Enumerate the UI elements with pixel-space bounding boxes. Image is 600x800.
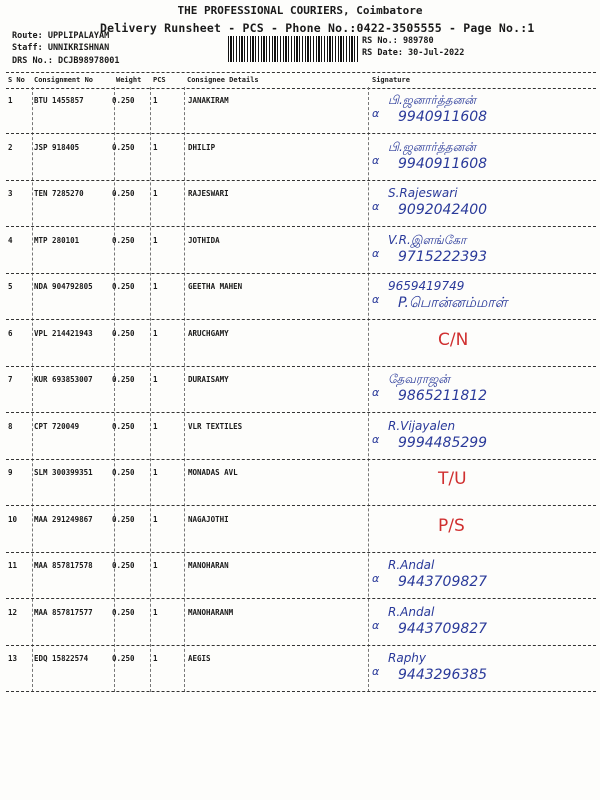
- col-sno: S No: [8, 76, 25, 84]
- handwritten-signature: R.Andal: [388, 558, 435, 572]
- handwritten-signature: α: [372, 618, 380, 632]
- sno-cell: 12: [8, 607, 18, 617]
- handwritten-signature: பி.ஜனார்த்தனன்: [388, 93, 476, 107]
- handwritten-signature: α: [372, 293, 380, 306]
- table-row: [6, 134, 596, 181]
- consignment-cell: CPT 720049: [34, 421, 80, 431]
- delivery-status-mark: P/S: [438, 515, 465, 536]
- consignee-cell: DHILIP: [188, 142, 216, 152]
- pcs-cell: 1: [153, 561, 158, 570]
- consignee-cell: JANAKIRAM: [188, 96, 229, 105]
- handwritten-signature: P.பொன்னம்மாள்: [398, 295, 508, 311]
- col-consignee: Consignee Details: [187, 76, 259, 84]
- weight-cell: 0.250: [112, 468, 135, 477]
- pcs-cell: 1: [153, 375, 158, 384]
- sno-cell: 13: [8, 654, 18, 663]
- consignee-cell: DURAISAMY: [188, 375, 229, 384]
- table-row: [6, 506, 596, 553]
- handwritten-signature: 9940911608: [398, 109, 488, 125]
- pcs-cell: 1: [153, 328, 158, 338]
- handwritten-signature: 9443709827: [398, 620, 488, 637]
- pcs-cell: 1: [153, 235, 158, 245]
- handwritten-signature: 9715222393: [398, 248, 488, 265]
- handwritten-signature: தேவராஜன்: [388, 372, 450, 386]
- weight-cell: 0.250: [112, 421, 135, 431]
- consignee-cell: MONADAS AVL: [188, 468, 238, 477]
- weight-cell: 0.250: [112, 654, 135, 663]
- col-pcs: PCS: [153, 76, 166, 84]
- sno-cell: 4: [8, 235, 13, 245]
- sno-cell: 9: [8, 468, 13, 477]
- table-row: [6, 320, 596, 367]
- consignment-cell: KUR 693853007: [34, 375, 93, 384]
- handwritten-signature: 9443709827: [398, 574, 488, 590]
- consignee-cell: MANOHARANM: [188, 607, 234, 617]
- rs-number: RS No.: 989780: [362, 36, 434, 46]
- handwritten-signature: α: [372, 665, 380, 678]
- table-row: [6, 459, 596, 506]
- sno-cell: 10: [8, 514, 18, 524]
- consignment-cell: SLM 300399351: [34, 468, 93, 477]
- table-row: [6, 645, 596, 692]
- sno-cell: 11: [8, 561, 18, 570]
- pcs-cell: 1: [153, 421, 158, 431]
- consignment-cell: NDA 904792805: [34, 282, 93, 291]
- consignment-cell: JSP 918405: [34, 142, 80, 152]
- consignee-cell: ARUCHGAMY: [188, 328, 229, 338]
- handwritten-signature: α: [372, 432, 380, 446]
- table-row: [6, 413, 596, 460]
- handwritten-signature: α: [372, 572, 380, 585]
- consignee-cell: GEETHA MAHEN: [188, 282, 243, 291]
- handwritten-signature: பி.ஜனார்த்தனன்: [388, 139, 476, 154]
- consignment-cell: BTU 1455857: [34, 96, 84, 105]
- document-title: THE PROFESSIONAL COURIERS, Coimbatore: [177, 4, 423, 17]
- weight-cell: 0.250: [112, 96, 135, 105]
- consignee-cell: JOTHIDA: [188, 235, 220, 245]
- consignment-cell: TEN 7285270: [34, 189, 84, 198]
- handwritten-signature: α: [372, 246, 380, 260]
- pcs-cell: 1: [153, 514, 158, 524]
- consignee-cell: VLR TEXTILES: [188, 421, 243, 431]
- pcs-cell: 1: [153, 189, 158, 198]
- drs-number: DRS No.: DCJB98978001: [12, 56, 120, 66]
- weight-cell: 0.250: [112, 514, 135, 524]
- handwritten-signature: α: [372, 153, 380, 167]
- handwritten-signature: 9865211812: [398, 388, 488, 404]
- weight-cell: 0.250: [112, 142, 135, 152]
- staff-label: Staff: UNNIKRISHNAN: [12, 43, 110, 53]
- table-row: [6, 227, 596, 274]
- pcs-cell: 1: [153, 654, 158, 663]
- table-row: [6, 366, 596, 413]
- pcs-cell: 1: [153, 468, 158, 477]
- handwritten-signature: 9659419749: [388, 279, 465, 293]
- sno-cell: 2: [8, 142, 13, 152]
- sno-cell: 8: [8, 421, 13, 431]
- consignment-cell: MAA 291249867: [34, 514, 93, 524]
- table-row: [6, 87, 596, 134]
- sno-cell: 3: [8, 189, 13, 198]
- sno-cell: 1: [8, 96, 13, 105]
- table-row: [6, 273, 596, 320]
- pcs-cell: 1: [153, 607, 158, 617]
- weight-cell: 0.250: [112, 328, 135, 338]
- table-row: [6, 180, 596, 227]
- table-row: [6, 552, 596, 599]
- delivery-status-mark: T/U: [438, 469, 467, 489]
- handwritten-signature: α: [372, 107, 380, 120]
- handwritten-signature: S.Rajeswari: [388, 186, 458, 200]
- col-signature: Signature: [372, 76, 410, 84]
- consignment-cell: EDQ 15822574: [34, 654, 89, 663]
- handwritten-signature: 9443296385: [398, 667, 488, 683]
- consignment-cell: MTP 280101: [34, 235, 80, 245]
- barcode: [228, 36, 358, 62]
- consignee-cell: RAJESWARI: [188, 189, 229, 198]
- sno-cell: 7: [8, 375, 13, 384]
- pcs-cell: 1: [153, 142, 158, 152]
- weight-cell: 0.250: [112, 375, 135, 384]
- sno-cell: 6: [8, 328, 13, 338]
- consignee-cell: AEGIS: [188, 654, 211, 663]
- table-row: [6, 599, 596, 646]
- sno-cell: 5: [8, 282, 13, 291]
- weight-cell: 0.250: [112, 561, 135, 570]
- pcs-cell: 1: [153, 96, 158, 105]
- handwritten-signature: V.R.இளங்கோ: [388, 232, 467, 247]
- weight-cell: 0.250: [112, 282, 135, 291]
- handwritten-signature: Raphy: [388, 651, 427, 665]
- consignment-cell: MAA 857817578: [34, 561, 93, 570]
- col-consignment: Consignment No: [34, 76, 94, 84]
- handwritten-signature: R.Andal: [388, 604, 435, 619]
- handwritten-signature: 9940911608: [398, 155, 488, 172]
- weight-cell: 0.250: [112, 189, 135, 198]
- pcs-cell: 1: [153, 282, 158, 291]
- delivery-status-mark: C/N: [438, 329, 469, 350]
- weight-cell: 0.250: [112, 235, 135, 245]
- handwritten-signature: R.Vijayalen: [388, 418, 456, 433]
- handwritten-signature: α: [372, 200, 380, 213]
- rs-date: RS Date: 30-Jul-2022: [362, 48, 465, 58]
- consignee-cell: NAGAJOTHI: [188, 514, 229, 524]
- document-subtitle: Delivery Runsheet - PCS - Phone No.:0422-3505555 - Page No.:1: [100, 21, 535, 35]
- handwritten-signature: 9092042400: [398, 202, 488, 218]
- consignment-cell: VPL 214421943: [34, 328, 93, 338]
- weight-cell: 0.250: [112, 607, 135, 617]
- handwritten-signature: 9994485299: [398, 434, 488, 451]
- consignment-cell: MAA 857817577: [34, 607, 93, 617]
- col-weight: Weight: [116, 76, 142, 84]
- consignee-cell: MANOHARAN: [188, 561, 229, 570]
- handwritten-signature: α: [372, 386, 380, 399]
- route-label: Route: UPPLIPALAYAM: [12, 31, 110, 41]
